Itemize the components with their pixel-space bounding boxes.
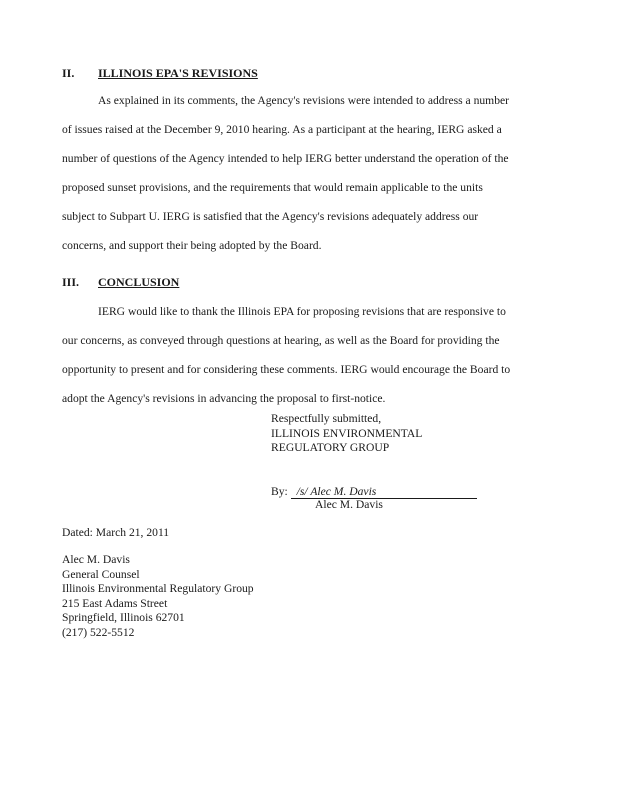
contact-line: 215 East Adams Street [62, 596, 168, 610]
signature-by-label: By: [271, 485, 288, 498]
paragraph-line: concerns, and support their being adopted by the Board. [62, 239, 322, 252]
closing-line: Respectfully submitted, [271, 412, 382, 425]
paragraph-line: As explained in its comments, the Agency's revisions were intended to address a number [98, 94, 509, 107]
paragraph-line: number of questions of the Agency intended to help IERG better understand the operation of the [62, 152, 509, 165]
paragraph-line: our concerns, as conveyed through questions at hearing, as well as the Board for providing the [62, 334, 500, 347]
signatory-name: Alec M. Davis [315, 498, 383, 511]
section-3-title: CONCLUSION [98, 275, 180, 289]
section-3-number: III. [62, 275, 80, 289]
paragraph-line: of issues raised at the December 9, 2010 hearing. As a participant at the hearing, IERG asked a [62, 123, 502, 136]
closing-line: REGULATORY GROUP [271, 441, 390, 454]
closing-block [271, 412, 422, 456]
paragraph-line: opportunity to present and for considering these comments. IERG would encourage the Board to [62, 363, 511, 376]
dated-line: Dated: March 21, 2011 [62, 526, 170, 539]
signature-line [271, 485, 477, 499]
paragraph-line: proposed sunset provisions, and the requirements that would remain applicable to the units [62, 181, 483, 194]
contact-line: General Counsel [62, 567, 140, 581]
contact-line: Alec M. Davis [62, 553, 130, 566]
closing-line: ILLINOIS ENVIRONMENTAL [271, 426, 423, 440]
contact-line: Illinois Environmental Regulatory Group [62, 582, 254, 595]
section-3-paragraph [62, 297, 532, 413]
contact-line: (217) 522-5512 [62, 625, 135, 639]
section-3-heading [62, 275, 179, 290]
contact-block [62, 553, 254, 640]
section-2-heading [62, 66, 258, 81]
signature-text: /s/ Alec M. Davis [291, 485, 477, 499]
section-2-number: II. [62, 66, 75, 80]
paragraph-line: IERG would like to thank the Illinois EPA for proposing revisions that are responsive to [98, 305, 506, 318]
section-2-paragraph [62, 86, 532, 260]
contact-line: Springfield, Illinois 62701 [62, 611, 185, 624]
section-2-title: ILLINOIS EPA'S REVISIONS [98, 66, 258, 80]
paragraph-line: subject to Subpart U. IERG is satisfied that the Agency's revisions adequately address our [62, 210, 479, 223]
paragraph-line: adopt the Agency's revisions in advancing the proposal to first-notice. [62, 392, 386, 405]
